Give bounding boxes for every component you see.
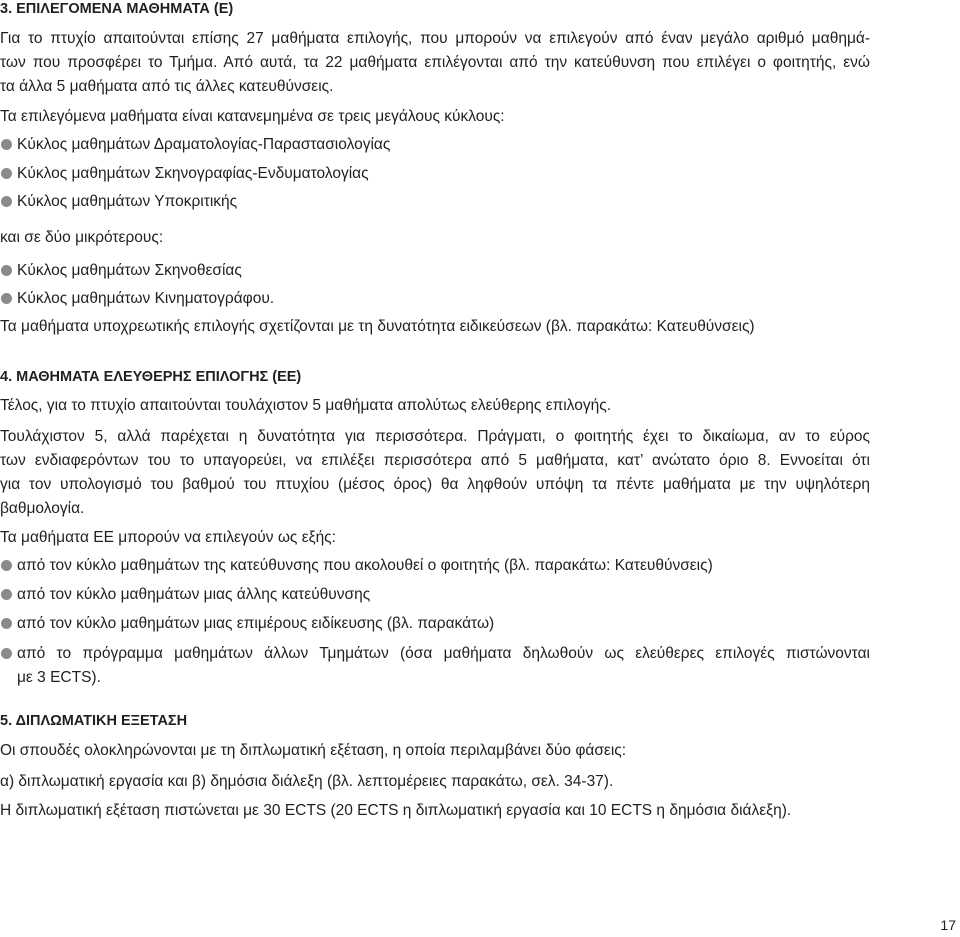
list-item: Κύκλος μαθημάτων Σκηνοθεσίας: [0, 259, 242, 283]
section-4-para-2-line-4: βαθμολογία.: [0, 500, 85, 517]
bullet-icon: [1, 560, 12, 571]
bullet-icon: [1, 196, 12, 207]
bullet-icon: [1, 589, 12, 600]
section-3-small-intro: και σε δύο μικρότερους:: [0, 229, 164, 246]
list-item: από τον κύκλο μαθημάτων της κατεύθυνσης που ακολουθεί ο φοιτητής (βλ. παρακάτω: Κατευθύνσεις): [0, 554, 713, 578]
bullet-icon: [1, 139, 12, 150]
section-3-heading: 3. ΕΠΙΛΕΓΟΜΕΝΑ ΜΑΘΗΜΑΤΑ (Ε): [0, 1, 234, 17]
list-item: από τον κύκλο μαθημάτων μιας άλλης κατεύθυνσης: [0, 583, 370, 607]
section-5-para-3: Η διπλωματική εξέταση πιστώνεται με 30 ECTS (20 ECTS η διπλωματική εργασία και 10 ECTS η δημόσια διάλεξη).: [0, 802, 792, 819]
section-5-heading: 5. ΔΙΠΛΩΜΑΤΙΚΗ ΕΞΕΤΑΣΗ: [0, 713, 188, 729]
section-3-para-line-1: Για το πτυχίο απαιτούνται επίσης 27 μαθήματα επιλογής, που μπορούν να επιλεγούν από έναν μεγάλο αριθμό μαθημά-: [0, 30, 870, 47]
list-item-continuation: με 3 ECTS).: [17, 669, 101, 686]
section-3-para-line-2: των που προσφέρει το Τμήμα. Από αυτά, τα 22 μαθήματα επιλέγονται από την κατεύθυνση που επιλέγει ο φοιτητής, ενώ: [0, 54, 870, 71]
page-number: 17: [940, 917, 956, 933]
bullet-icon: [1, 293, 12, 304]
list-item: από τον κύκλο μαθημάτων μιας επιμέρους ειδίκευσης (βλ. παρακάτω): [0, 612, 494, 636]
list-item: Κύκλος μαθημάτων Δραματολογίας-Παραστασιολογίας: [0, 133, 390, 157]
bullet-icon: [1, 618, 12, 629]
section-5-para-2: α) διπλωματική εργασία και β) δημόσια διάλεξη (βλ. λεπτομέρειες παρακάτω, σελ. 34-37).: [0, 773, 614, 790]
section-4-para-2-line-1: Τουλάχιστον 5, αλλά παρέχεται η δυνατότητα για περισσότερα. Πράγματι, ο φοιτητής έχει το δικαίωμα, αν το εύρος: [0, 428, 870, 445]
section-4-heading: 4. ΜΑΘΗΜΑΤΑ ΕΛΕΥΘΕΡΗΣ ΕΠΙΛΟΓΗΣ (ΕΕ): [0, 369, 302, 385]
section-4-para-1: Τέλος, για το πτυχίο απαιτούνται τουλάχιστον 5 μαθήματα απολύτως ελεύθερης επιλογής.: [0, 397, 612, 414]
list-item: από το πρόγραμμα μαθημάτων άλλων Τμημάτων (όσα μαθήματα δηλωθούν ως ελεύθερες επιλογές πιστώνονται: [0, 642, 870, 666]
list-item: Κύκλος μαθημάτων Σκηνογραφίας-Ενδυματολογίας: [0, 162, 369, 186]
section-3-note: Τα μαθήματα υποχρεωτικής επιλογής σχετίζονται με τη δυνατότητα ειδικεύσεων (βλ. παρακάτω: Κατευθύνσεις): [0, 318, 755, 335]
list-item: Κύκλος μαθημάτων Υποκριτικής: [0, 190, 237, 214]
bullet-icon: [1, 168, 12, 179]
section-4-ways-intro: Τα μαθήματα ΕΕ μπορούν να επιλεγούν ως εξής:: [0, 529, 336, 546]
section-3-para-line-3: τα άλλα 5 μαθήματα από τις άλλες κατευθύνσεις.: [0, 78, 334, 95]
list-item: Κύκλος μαθημάτων Κινηματογράφου.: [0, 287, 274, 311]
section-5-para-1: Οι σπουδές ολοκληρώνονται με τη διπλωματική εξέταση, η οποία περιλαμβάνει δύο φάσεις:: [0, 742, 627, 759]
section-3-intro: Τα επιλεγόμενα μαθήματα είναι κατανεμημένα σε τρεις μεγάλους κύκλους:: [0, 108, 505, 125]
bullet-icon: [1, 265, 12, 276]
section-4-para-2-line-2: των ενδιαφερόντων του το υπαγορεύει, να επιλέξει περισσότερα από 5 μαθήματα, κατ’ ανώτατο όριο 8. Εννοείται ότι: [0, 452, 870, 469]
section-4-para-2-line-3: για τον υπολογισμό του βαθμού του πτυχίου (μέσος όρος) θα ληφθούν υπόψη τα πέντε μαθήματα με την υψηλότερη: [0, 476, 870, 493]
bullet-icon: [1, 648, 12, 659]
